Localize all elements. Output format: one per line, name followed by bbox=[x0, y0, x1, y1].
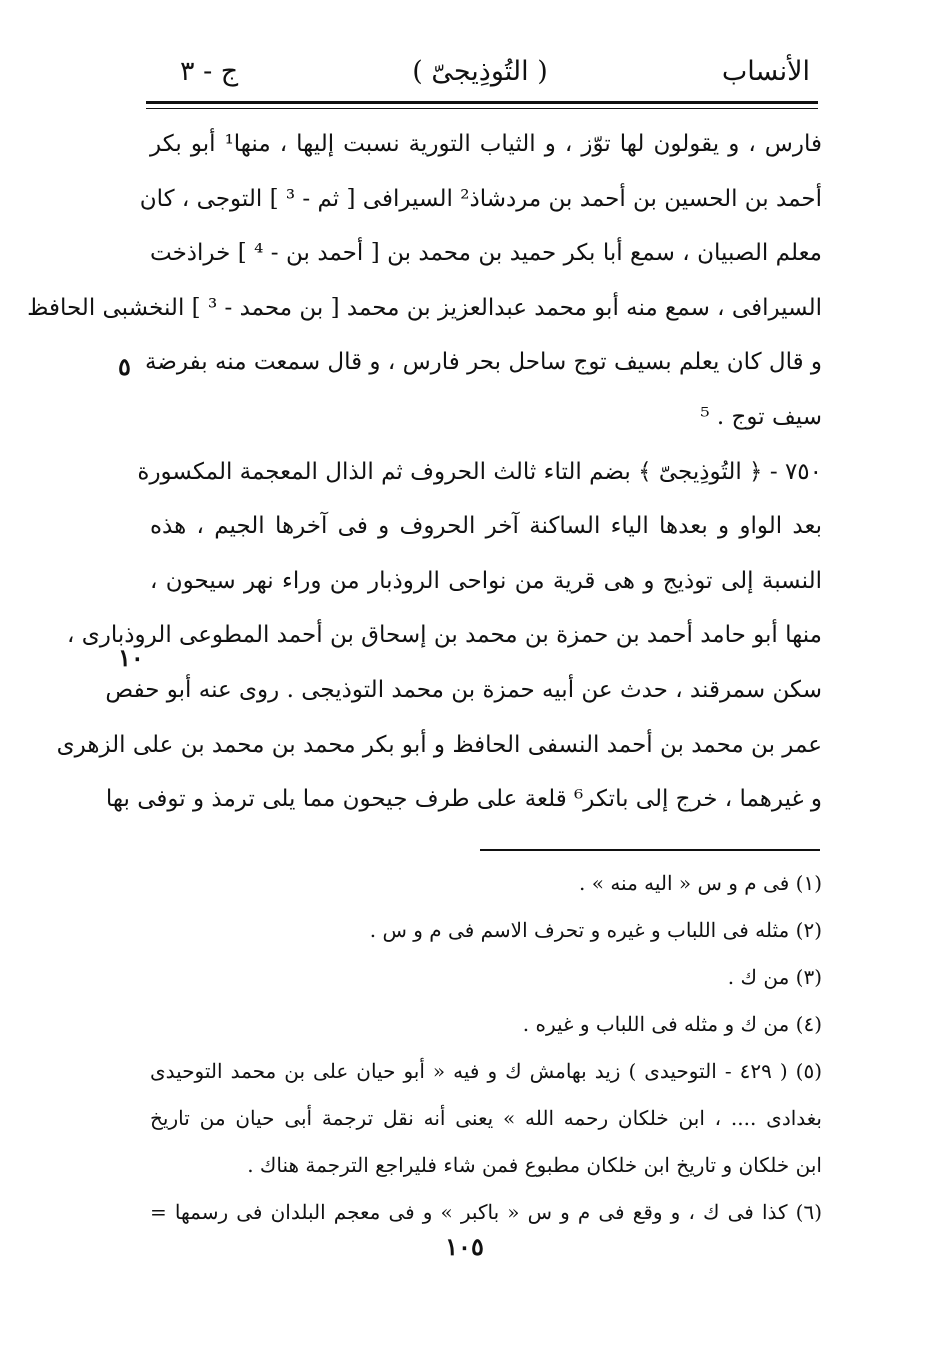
text-line: بعد الواو و بعدها الياء الساكنة آخر الحروف و فى آخرها الجيم ، هذه bbox=[150, 513, 822, 540]
text-line: السيرافى ، سمع منه أبو محمد عبدالعزيز بن محمد [ بن محمد - ³ ] النخشبى الحافظ bbox=[27, 294, 822, 321]
footnote-separator bbox=[480, 849, 820, 851]
footnotes bbox=[150, 860, 822, 1236]
header-volume: ج - ٣ bbox=[180, 56, 239, 87]
footnote: (٢) مثله فى اللباب و غيره و تحرف الاسم فى م و س . bbox=[369, 918, 822, 942]
page-number: ١٠٥ bbox=[445, 1232, 484, 1261]
text-line: سيف توج . ⁵ bbox=[700, 403, 822, 430]
footnote-continuation: ابن خلكان و تاريخ ابن خلكان مطبوع فمن شاء فليراجع الترجمة هناك . bbox=[247, 1153, 822, 1177]
footnote-continuation: بغدادى .... ، ابن خلكان رحمه الله » يعنى أنه نقل ترجمة أبى حيان من تاريخ bbox=[150, 1106, 822, 1130]
footnote: (٥) ( ٤٢٩ - التوحيدى ) زيد بهامش ك و فيه « أبو حيان على بن محمد التوحيدى bbox=[150, 1059, 823, 1083]
footnote: (١) فى م و س « اليه منه » . bbox=[579, 871, 822, 895]
footnote: (٦) كذا فى ك ، و وقع فى م و س « باكبر » و فى معجم البلدان فى رسمها = bbox=[150, 1200, 822, 1224]
header-rule-thin bbox=[146, 108, 818, 109]
text-line: أحمد بن الحسين بن أحمد بن مردشاذ² السيرافى [ ثم - ³ ] التوجى ، كان bbox=[139, 185, 822, 212]
text-line: و غيرهما ، خرج إلى باتكر⁶ قلعة على طرف جيحون مما يلى ترمذ و توفى بها bbox=[105, 786, 822, 813]
entry-750-heading-line: ٧٥٠ - ﴿ التُوذِيجىّ ﴾ بضم التاء ثالث الحروف ثم الذال المعجمة المكسورة bbox=[137, 458, 822, 485]
text-line: النسبة إلى توذيج و هى قرية من نواحى الروذبار من وراء نهر سيحون ، bbox=[150, 567, 822, 594]
text-line: و قال كان يعلم بسيف توج ساحل بحر فارس ، و قال سمعت منه بفرضة bbox=[145, 349, 822, 376]
text-line: منها أبو حامد أحمد بن حمزة بن محمد بن إسحاق بن أحمد المطوعى الروذبارى ، bbox=[67, 622, 822, 649]
footnote: (٣) من ك . bbox=[727, 965, 822, 989]
header-entry-title: ( التُوذِيجىّ ) bbox=[412, 56, 548, 87]
text-line: سكن سمرقند ، حدث عن أبيه حمزة بن محمد التوذيجى . روى عنه أبو حفص bbox=[105, 676, 822, 703]
running-header bbox=[150, 52, 810, 92]
header-rule-thick bbox=[146, 101, 818, 104]
text-line: معلم الصبيان ، سمع أبا بكر حميد بن محمد بن [ أحمد بن - ⁴ ] خراذخت bbox=[150, 240, 822, 267]
header-book-title: الأنساب bbox=[721, 56, 810, 87]
footnote: (٤) من ك و مثله فى اللباب و غيره . bbox=[522, 1012, 822, 1036]
text-line: عمر بن محمد بن أحمد النسفى الحافظ و أبو بكر محمد بن محمد بن على الزهرى bbox=[56, 731, 822, 758]
margin-line-number-5: ٥ bbox=[118, 352, 131, 381]
text-line: فارس ، و يقولون لها توّز ، و الثياب التورية نسبت إليها ، منها¹ أبو بكر bbox=[150, 131, 822, 157]
margin-line-number-10: ١٠ bbox=[118, 643, 144, 672]
